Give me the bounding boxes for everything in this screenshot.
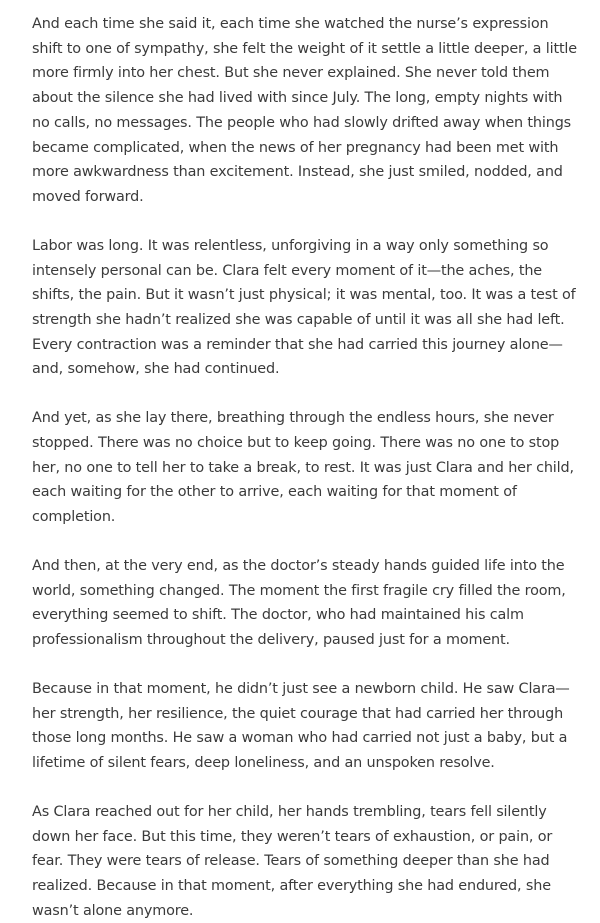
paragraph-1: And each time she said it, each time she watched the nurse’s expression shift to one of sympathy, she felt the weight of it settle a little deeper, a little more firmly into her chest. But she never explained. She never told them about the silence she had lived with since July. The long, empty nights with no calls, no messages. The people who had slowly drifted away when things became complicated, when the news of her pregnancy had been met with more awkwardness than excitement. Instead, she just smiled, nodded, and moved forward.	[32, 16, 577, 205]
paragraph-6: As Clara reached out for her child, her hands trembling, tears fell silently down her face. But this time, they weren’t tears of exhaustion, or pain, or fear. They were tears of release. Tears of something deeper than she had realized. Because in that moment, after everything she had endured, she wasn’t alone anymore.	[32, 803, 553, 919]
paragraph-5: Because in that moment, he didn’t just see a newborn child. He saw Clara—her strength, her resilience, the quiet courage that had carried her through those long months. He saw a woman who had carried not just a baby, but a lifetime of silent fears, deep loneliness, and an unspoken resolve.	[32, 680, 570, 772]
paragraph-4: And then, at the very end, as the doctor’s steady hands guided life into the world, something changed. The moment the first fragile cry filled the room, everything seemed to shift. The doctor, who had maintained his calm professionalism throughout the delivery, paused just for a moment.	[32, 557, 566, 649]
paragraph-3: And yet, as she lay there, breathing through the endless hours, she never stopped. There was no choice but to keep going. There was no one to stop her, no one to tell her to take a break, to rest. It was just Clara and her child, each waiting for the other to arrive, each waiting for that moment of completion.	[32, 410, 574, 526]
paragraph-2: Labor was long. It was relentless, unforgiving in a way only something so intensely personal can be. Clara felt every moment of it—the aches, the shifts, the pain. But it wasn’t just physical; it was mental, too. It was a test of strength she hadn’t realized she was capable of until it was all she had left. Every contraction was a reminder that she had carried this journey alone—and, somehow, she had continued.	[32, 237, 576, 378]
